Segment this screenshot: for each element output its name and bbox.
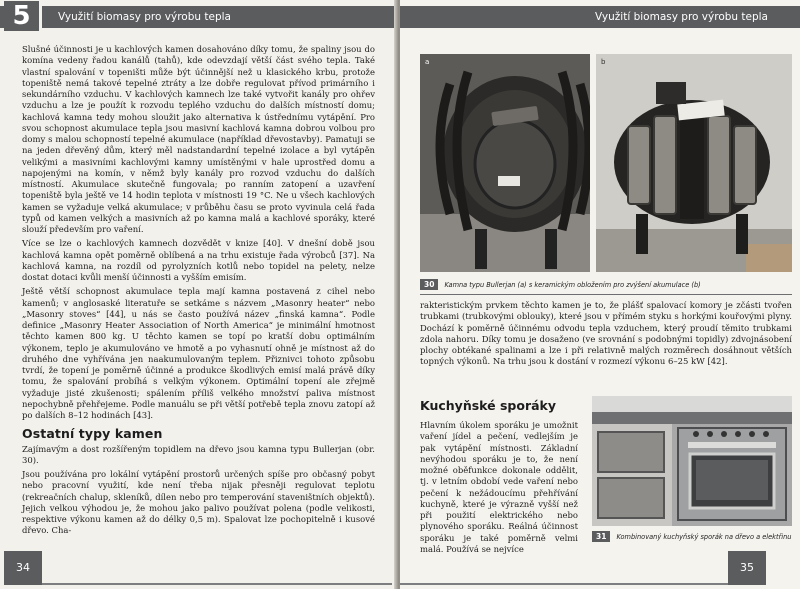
right-header-title: Využití biomasy pro výrobu tepla xyxy=(595,11,768,23)
footer-rule xyxy=(42,583,392,585)
photo-bullerjan-ceramic xyxy=(596,54,792,272)
right-running-header xyxy=(400,6,800,28)
figure-31-caption-text: Kombinovaný kuchyňský sporák na dřevo a elektřinu xyxy=(616,533,792,541)
figure-30-number: 30 xyxy=(420,279,438,290)
photo-kitchen-stove xyxy=(592,396,792,526)
paragraph: Více se lze o kachlových kamnech dozvědět v knize [40]. V dnešní době jsou kachlová kamna opět poměrně oblíbená a na trhu existuje řada výrobců [37]. Na kachlová kamna, na rozdíl od pyrolyzních kotlů nebo topidel na pelety, nelze dostat dotaci kvůli menší účinnosti a vyšším emisím. xyxy=(22,238,375,282)
page-number-right: 35 xyxy=(728,551,766,585)
bullerjan-stove-illustration xyxy=(420,54,590,272)
footer-rule xyxy=(400,583,730,585)
left-body-text xyxy=(22,44,375,540)
paragraph: Jsou používána pro lokální vytápění prostorů určených spíše pro občasný pobyt nebo pracovní využití, kde není třeba nijak přesněji regulovat teplotu (rekreačních chalup, skleníků, dílen nebo pro temperování staveništních objektů). Jejich velkou výhodou je, že mohou jako palivo používat polena (podle velikosti, respektive výkonu kamen až do délky 0,5 m). Spalovat lze pochopitelně i kusové dřevo. Cha- xyxy=(22,469,375,536)
figure-31-number: 31 xyxy=(592,531,610,542)
paragraph: Ještě větší schopnost akumulace tepla mají kamna postavená z cihel nebo kamenů; v anglosaské literatuře se setkáme s názvem „Masonry heater“ nebo „Masonry stoves“ [44], u nás se často používá název „finská kamna“. Podle definice „Masonry Heater Association of North America“ je minimální hmotnost těchto kamen 800 kg. U těchto kamen se topí po kratší dobu optimálním výkonem, teplo je akumulováno ve hmotě a po vyhasnutí ohně je místnost až do druhého dne vyhřívána jen naakumulovaným teplem. Přiznivci tohoto způsobu tvrdí, že topení je poměrně účinné a produkce škodlivých emisí malá právě díky tomu, že spalování probíhá s velkým výkonem. Optimální topení ale zřejmě vyžaduje jisté zkušenosti; spálením příliš velkého množství paliva místnost nepochybně přehřejeme. Podle manuálu se při větší potřebě tepla znovu zatopí až po dalších 8–12 hodinách [43]. xyxy=(22,286,375,420)
right-body-text xyxy=(420,300,792,371)
page-number-left: 34 xyxy=(4,551,42,585)
section-heading-kitchen-stoves: Kuchyňské sporáky xyxy=(420,398,557,413)
paragraph: Slušné účinnosti je u kachlových kamen dosahováno díky tomu, že spaliny jsou do komína vedeny řadou kanálů (tahů), kde odevzdají větší část svého tepla. Také vlastní spalování v topeništi může být účinnější než u klasického krbu, protože topeniště nemá takové tepelné ztráty a lze dobře regulovat přívod primárního i sekundárního vzduchu. V kachlových kamnech lze také vytvořit kanály pro ohřev vzduchu a lze je použít k rozvodu teplého vzduchu do dalších místností domu; kachlová kamna tedy mohou sloužit jako alternativa k ústřednímu vytápění. Pro svou schopnost akumulace tepla jsou masivní kachlová kamna dobrou volbou pro domy s malou schopností tepelné akumulace (například dřevostavby). Pamatuji se na jeden dřevěný dům, který měl nadstandardní tepelné izolace a byl vytápěn velikými a masivními kachlovými kamny umístěnými v hale uprostřed domu a napojenými na komín, v němž byly kanály pro rozvod vzduchu do dalších místností. Akumulace skutečně fungovala; po ranním zatopení a uzavření topeniště byla ještě ve 14 hodin teplota v místnosti 19 °C. Ne u všech kachlových kamen se vyžaduje velká akumulace; v průběhu času se proto vyvinula celá řada typů od kamen velkých a masivních až po kamna malá a kachlové sporáky, které slouží především pro vaření. xyxy=(22,44,375,234)
paragraph: rakteristickým prvkem těchto kamen je to, že plášť spalovací komory je zčásti tvořen trubkami (trubkovými oblouky), které jsou v přímém styku s horkými kouřovými plyny. Dochází k poměrně účinnému odvodu tepla vzduchem, který proudí těmito trubkami zdola nahoru. Díky tomu je dosaženo (ve srovnání s podobnými topidly) zdvojnásobení plochy obtékané spalinami a lze i při relativně malých rozměrech dosáhnout větších topných výkonů. Na trhu jsou k dostání v rozmezí výkonu 6–25 kW [42]. xyxy=(420,300,792,367)
caption-rule xyxy=(420,294,792,295)
left-page xyxy=(0,0,397,589)
right-body-text-column xyxy=(420,420,578,558)
figure-30-caption xyxy=(420,279,792,290)
left-header-title: Využití biomasy pro výrobu tepla xyxy=(58,11,231,23)
figure-30-caption-text: Kamna typu Bullerjan (a) s keramickým obložením pro zvýšení akumulace (b) xyxy=(444,281,701,289)
section-heading-other-stoves: Ostatní typy kamen xyxy=(22,426,163,442)
photo-label-b: b xyxy=(601,58,606,66)
figure-31-caption xyxy=(592,531,792,542)
ceramic-stove-illustration xyxy=(596,54,792,272)
right-page xyxy=(400,0,800,589)
left-running-header xyxy=(0,6,397,28)
paragraph: Zajímavým a dost rozšířeným topidlem na dřevo jsou kamna typu Bullerjan (obr. 30). xyxy=(22,443,375,465)
chapter-number-badge: 5 xyxy=(4,1,42,31)
kitchen-stove-illustration xyxy=(592,396,792,526)
photo-label-a: a xyxy=(425,58,430,66)
photo-bullerjan-stove xyxy=(420,54,590,272)
paragraph: Hlavním úkolem sporáku je umožnit vaření jídel a pečení, vedlejším je pak vytápění místnosti. Základní nevýhodou sporáku je to, že není možné oběfunkce dokonale oddělit, tj. v letním období vede vaření nebo pečení k nežádoucímu přehřívání kuchyně, které je výrazně vyšší než při použití elektrického nebo plynového sporáku. Reálná účinnost sporáku je také poměrně velmi malá. Používá se nejvíce xyxy=(420,420,578,554)
